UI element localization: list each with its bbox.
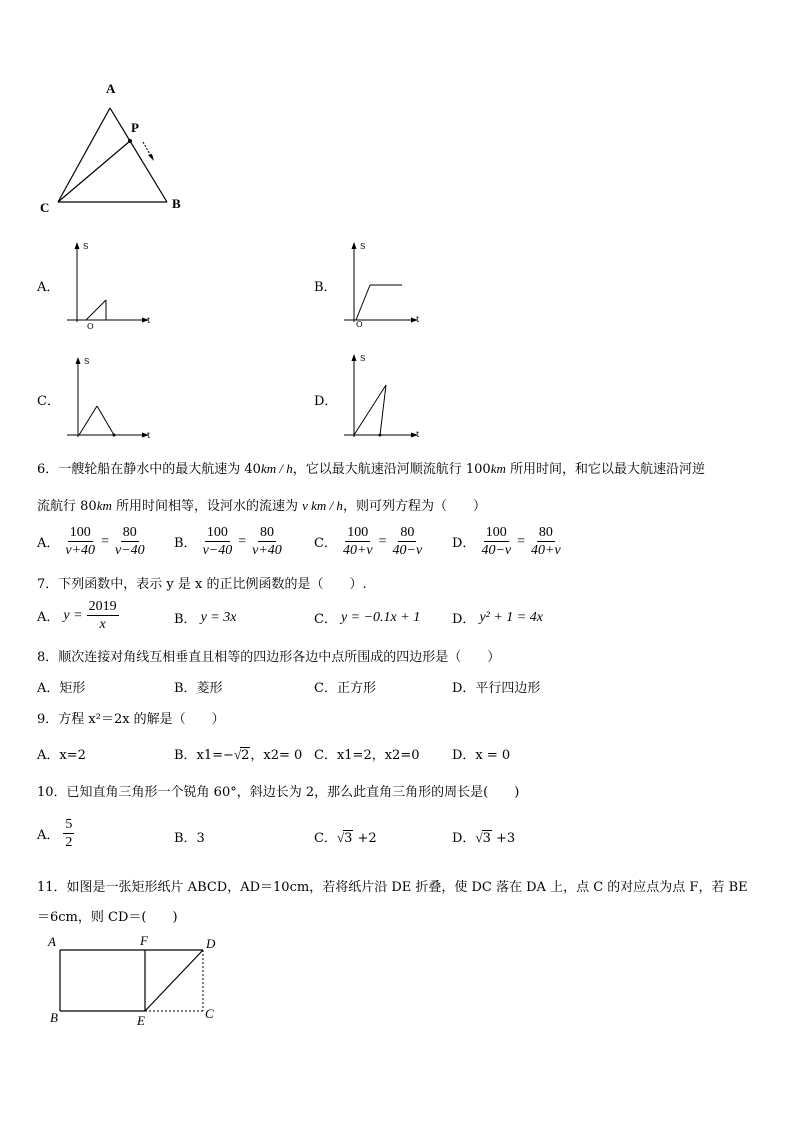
q6-option-d[interactable]: D． $\frac{100}{40-v}$ = $\frac{80}{40+v}$: [452, 525, 561, 558]
graph-c: [65, 355, 165, 450]
q6-d-d1: 40−v: [481, 543, 512, 558]
q6-line1b-text: ，它以最大航速沿河顺流航行 100: [292, 462, 491, 477]
q10-a-frac: [63, 816, 74, 851]
vertex-b-label: B: [172, 196, 181, 211]
q11-line1: 11．如图是一张矩形纸片 ABCD，AD＝10cm，若将纸片沿 DE 折叠，使 DC 落在 DA 上，点 C 的对应点为点 F，若 BE: [37, 880, 748, 895]
triangle-figure: [30, 80, 200, 220]
graph-a: [65, 240, 165, 335]
graph-a-origin: O: [87, 322, 94, 331]
q6-line2c-text: ，则可列方程为（ ）: [342, 499, 486, 514]
q6-line1c-text: 所用时间，和它以最大航速沿河逆: [505, 462, 705, 477]
q10-d-suffix: +3: [491, 831, 516, 846]
rect-label-c: C: [205, 1006, 214, 1021]
q6-line2b-text: 所用时间相等，设河水的流速为: [111, 499, 303, 514]
q7-b-text: y = 3x: [200, 609, 237, 625]
q10-option-c[interactable]: C．√3 +2: [314, 830, 377, 846]
graph-a-x-label: t: [147, 316, 151, 325]
rectangle-figure: [40, 930, 240, 1030]
graph-c-x-label: t: [147, 431, 151, 440]
q8-option-a[interactable]: A．矩形: [37, 681, 86, 696]
q6-b-n2: 80: [259, 525, 274, 540]
q6-a-frac1: [63, 524, 97, 559]
q7-a-prefix: y =: [63, 607, 83, 623]
q6-unit3: km: [96, 498, 112, 513]
q6-line2: [37, 495, 486, 514]
q6-option-c[interactable]: C． $\frac{100}{40+v}$ = $\frac{80}{40-v}$: [314, 525, 423, 558]
q6-a-d2: v−40: [114, 543, 145, 558]
q6-unit4: km / h: [307, 498, 343, 513]
q7-a-num: 2019: [88, 599, 117, 614]
rect-label-f: F: [140, 933, 148, 948]
q7-c-text: y = −0.1x + 1: [340, 609, 421, 625]
graph-b-y-label: S: [360, 242, 366, 251]
q6-b-frac1: [201, 524, 235, 559]
q6-d-n2: 80: [538, 525, 553, 540]
q6-c-d1: 40+v: [342, 543, 373, 558]
q6-d-n1: 100: [485, 525, 507, 540]
q6-var: v: [302, 498, 308, 513]
q9-option-c[interactable]: C．x1=2，x2=0: [314, 748, 420, 763]
graph-d-y-label: S: [360, 354, 366, 363]
graph-b-origin: O: [356, 320, 363, 329]
q8-option-b[interactable]: B．菱形: [174, 681, 223, 696]
graph-b-x-label: t: [416, 315, 420, 324]
q7-option-d-letter: D．: [452, 612, 476, 627]
q8-option-c[interactable]: C．正方形: [314, 681, 376, 696]
q6-option-b[interactable]: B． $\frac{100}{v-40}$ = $\frac{80}{v+40}$: [174, 525, 282, 558]
q6-a-frac2: [113, 524, 147, 559]
q7-a-den: x: [99, 617, 106, 632]
graph-c-y-label: S: [84, 357, 90, 366]
q6-b-frac2: [250, 524, 284, 559]
q6-option-d-letter: D．: [452, 536, 476, 551]
q6-c-frac2: [391, 524, 425, 559]
q6-d-frac1: [479, 524, 513, 559]
q6-b-d1: v−40: [202, 543, 233, 558]
q10-option-d-letter: D．: [452, 831, 476, 846]
q7-option-b[interactable]: [174, 608, 236, 627]
q9-stem: 9．方程 x²＝2x 的解是（ ）: [37, 712, 225, 727]
q7-option-c-letter: C．: [314, 612, 337, 627]
q10-d-radicand: 3: [482, 831, 491, 846]
q10-option-c-letter: C．: [314, 831, 337, 846]
q7-a-frac: [87, 598, 119, 633]
graph-d: [342, 352, 442, 450]
q6-b-d2: v+40: [252, 543, 282, 558]
q6-option-b-letter: B．: [174, 536, 197, 551]
vertex-a-label: A: [106, 81, 116, 96]
graph-d-x-label: t: [416, 430, 420, 439]
q6-c-frac1: [341, 524, 375, 559]
q6-line2-text: 流航行 80: [37, 499, 97, 514]
q7-option-d[interactable]: [452, 608, 543, 627]
q9-b-prefix: B．x1=−: [174, 748, 234, 763]
rect-label-a: A: [48, 934, 56, 949]
q7-d-text: y² + 1 = 4x: [479, 609, 543, 625]
q10-a-num: 5: [65, 817, 73, 832]
q7-option-a-letter: A．: [37, 610, 60, 625]
rect-label-b: B: [50, 1010, 58, 1025]
q6-c-n2: 80: [400, 525, 415, 540]
q6-d-frac2: [529, 524, 563, 559]
q10-c-radicand: 3: [344, 831, 353, 846]
graph-b: [342, 240, 442, 335]
graph-option-a-letter: A．: [37, 280, 60, 295]
q9-option-d[interactable]: D．x = 0: [452, 748, 511, 763]
q10-option-b[interactable]: B．3: [174, 831, 205, 846]
q11-line2: ＝6cm，则 CD＝( ): [37, 910, 178, 925]
q6-unit2: km: [490, 461, 506, 476]
q10-option-a-letter: A．: [37, 828, 60, 843]
q7-stem: 7．下列函数中，表示 y 是 x 的正比例函数的是（ ）.: [37, 577, 367, 592]
q10-option-d[interactable]: D．√3 +3: [452, 830, 516, 846]
q9-option-a[interactable]: A．x=2: [37, 748, 86, 763]
q9-b-radicand: 2: [241, 748, 250, 763]
q6-a-d1: v+40: [65, 543, 96, 558]
q6-line1-text: 6．一艘轮船在静水中的最大航速为 40: [37, 462, 261, 477]
graph-option-d-letter: D．: [314, 394, 338, 409]
q8-stem: 8．顺次连接对角线互相垂直且相等的四边形各边中点所围成的四边形是（ ）: [37, 650, 501, 665]
q10-stem: 10．已知直角三角形一个锐角 60°，斜边长为 2，那么此直角三角形的周长是( ): [37, 785, 520, 800]
q10-option-a[interactable]: [37, 816, 74, 851]
q6-option-c-letter: C．: [314, 536, 337, 551]
q7-option-c[interactable]: [314, 608, 420, 627]
q7-option-b-letter: B．: [174, 612, 197, 627]
q6-unit1: km / h: [260, 461, 293, 476]
rect-label-e: E: [137, 1013, 145, 1028]
q6-a-n2: 80: [122, 525, 137, 540]
q7-option-a[interactable]: [37, 598, 119, 633]
vertex-c-label: C: [40, 200, 50, 215]
q9-option-b[interactable]: B．x1=−√2，x2= 0: [174, 747, 303, 763]
graph-option-b-letter: B．: [314, 280, 337, 295]
graph-d-drawing: [342, 352, 442, 450]
rect-label-d: D: [206, 936, 216, 951]
q8-option-d[interactable]: D．平行四边形: [452, 681, 541, 696]
q9-b-suffix: ，x2= 0: [250, 748, 303, 763]
q6-b-n1: 100: [206, 525, 228, 540]
q6-option-a-letter: A．: [37, 536, 60, 551]
graph-a-y-label: S: [83, 242, 89, 251]
q10-c-suffix: +2: [353, 831, 377, 846]
graph-option-c-letter: C．: [37, 394, 60, 409]
q6-c-n1: 100: [347, 525, 369, 540]
q6-option-a[interactable]: A． $\frac{100}{v+40}$ = $\frac{80}{v-40}$: [37, 525, 145, 558]
point-p-label: P: [131, 120, 139, 135]
q6-line1: [37, 458, 705, 477]
q10-a-den: 2: [65, 835, 73, 850]
q6-a-n1: 100: [69, 525, 91, 540]
q6-c-d2: 40−v: [392, 543, 423, 558]
q6-d-d2: 40+v: [531, 543, 561, 558]
